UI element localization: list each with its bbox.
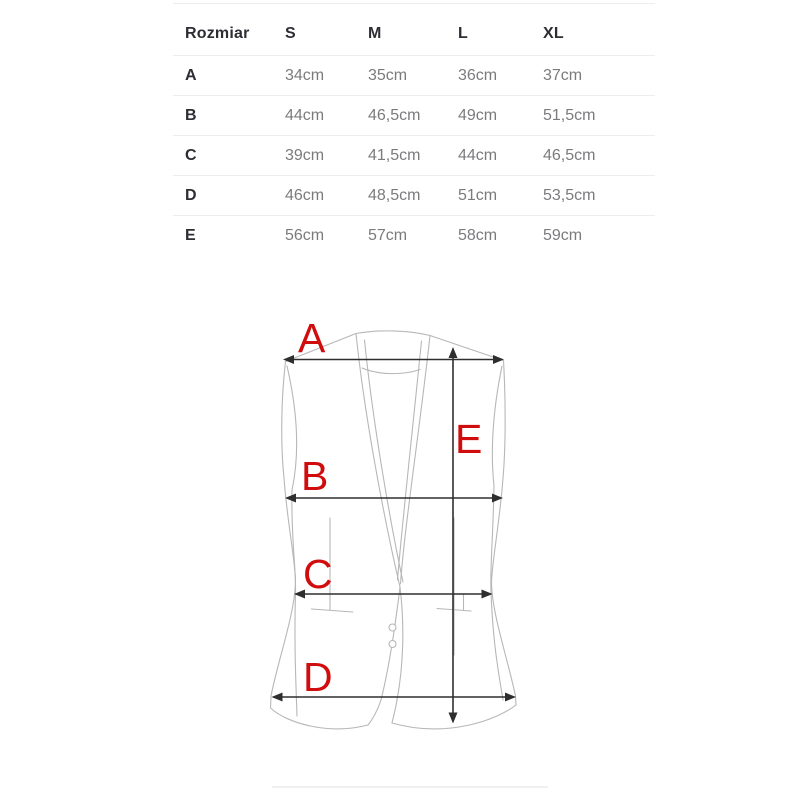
table-row-d [173,175,655,215]
button-dot [389,641,396,648]
measure-label-b: B [301,453,329,499]
row-label: B [185,106,197,124]
size-cell: 46cm [285,186,325,204]
size-cell: 51cm [458,186,498,204]
left-princess-seam [292,490,297,716]
size-cell: 41,5cm [368,146,421,164]
left-armhole-curve [287,366,297,490]
row-label: A [185,66,197,84]
right-lapel-inner-line [398,341,422,580]
measure-label-d: D [303,654,333,700]
size-cell: 46,5cm [543,146,596,164]
left-front-panel-edge [368,587,400,725]
row-label: C [185,146,197,164]
table-header-row [173,3,655,55]
back-neck-top-line [356,331,430,336]
size-cell: 58cm [458,226,498,244]
back-neck-seam-curve [362,368,420,374]
left-lapel-outer-line [356,334,400,588]
measure-label-c: C [303,551,333,597]
size-cell: 35cm [368,66,408,84]
right-armhole-curve [492,366,502,486]
table-row-b [173,95,655,135]
table-row-c [173,135,655,175]
button-dot [389,624,396,631]
size-cell: 49cm [458,106,498,124]
left-side-edge [271,362,296,709]
size-cell: 44cm [458,146,498,164]
size-cell: 34cm [285,66,325,84]
column-header-l: L [458,24,468,42]
size-cell: 44cm [285,106,325,124]
size-chart-table [173,3,655,255]
size-cell: 51,5cm [543,106,596,124]
size-cell: 57cm [368,226,408,244]
column-header-m: M [368,24,382,42]
size-cell: 36cm [458,66,498,84]
right-shoulder-line [430,336,504,361]
size-cell: 46,5cm [368,106,421,124]
vest-measurement-diagram [240,315,560,765]
size-cell: 37cm [543,66,583,84]
faint-bottom-divider [272,786,548,788]
size-cell: 39cm [285,146,325,164]
column-header-rozmiar: Rozmiar [185,24,250,42]
row-label: D [185,186,197,204]
row-label: E [185,226,196,244]
column-header-s: S [285,24,296,42]
left-pocket-line [312,609,354,612]
table-row-a [173,55,655,95]
size-cell: 48,5cm [368,186,421,204]
measure-label-a: A [298,315,326,361]
size-cell: 59cm [543,226,583,244]
left-lapel-inner-line [365,340,404,582]
table-row-e [173,215,655,255]
measure-label-e: E [455,416,483,462]
size-cell: 56cm [285,226,325,244]
size-cell: 53,5cm [543,186,596,204]
column-header-xl: XL [543,24,564,42]
left-hem-curve [271,708,369,729]
measure-arrow-e [449,347,458,724]
